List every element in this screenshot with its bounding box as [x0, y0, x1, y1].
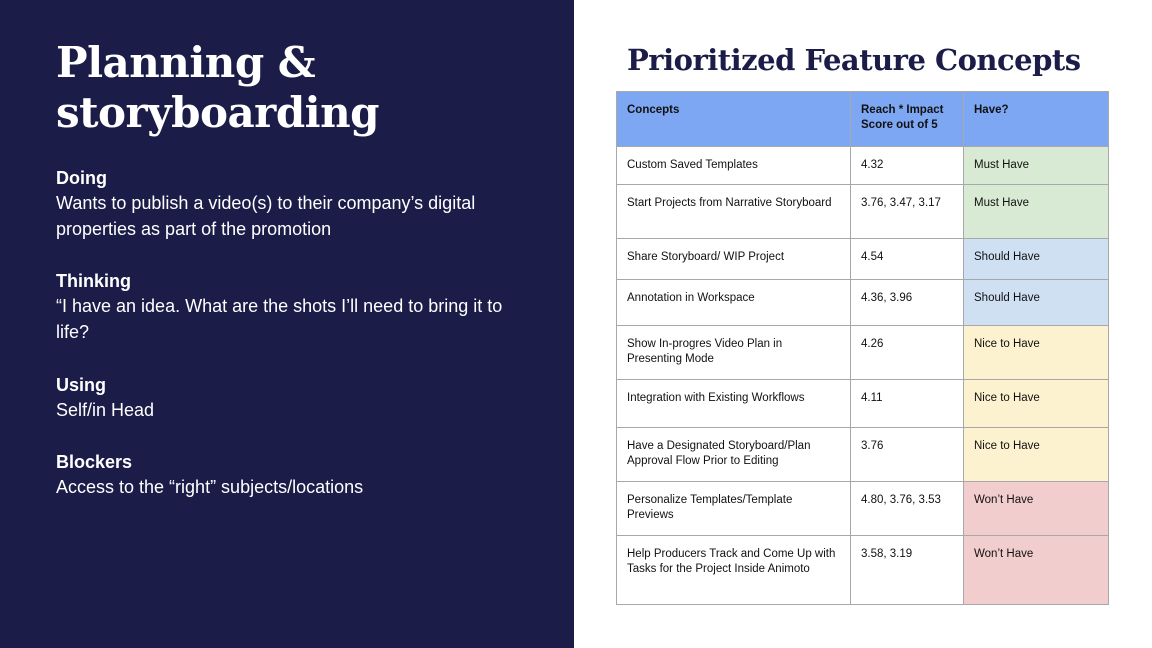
score-cell: 4.54	[851, 239, 964, 280]
concept-cell: Help Producers Track and Come Up with Tasks for the Project Inside Animoto	[617, 536, 851, 605]
table-row	[617, 536, 1109, 605]
section-thinking-text: “I have an idea. What are the shots I’ll need to bring it to life?	[56, 296, 503, 342]
priority-cell: Must Have	[964, 185, 1109, 239]
priority-cell: Should Have	[964, 280, 1109, 326]
section-doing	[56, 166, 536, 242]
concept-cell: Show In-progres Video Plan in Presenting Mode	[617, 326, 851, 380]
table-header-row	[617, 92, 1109, 147]
priority-cell: Nice to Have	[964, 326, 1109, 380]
concept-cell: Start Projects from Narrative Storyboard	[617, 185, 851, 239]
left-panel	[0, 0, 574, 648]
score-cell: 4.26	[851, 326, 964, 380]
concept-cell: Have a Designated Storyboard/Plan Approval Flow Prior to Editing	[617, 428, 851, 482]
section-using-text: Self/in Head	[56, 400, 155, 420]
table-row	[617, 326, 1109, 380]
score-cell: 3.76	[851, 428, 964, 482]
priority-cell: Won’t Have	[964, 482, 1109, 536]
slide-title-line-1: Planning &	[56, 38, 316, 87]
table-row	[617, 380, 1109, 428]
section-blockers-text: Access to the “right” subjects/locations	[56, 477, 364, 497]
slide-title	[56, 38, 379, 138]
table-row	[617, 147, 1109, 185]
table-title: Prioritized Feature Concepts	[627, 43, 1081, 77]
concept-cell: Custom Saved Templates	[617, 147, 851, 185]
priority-cell: Should Have	[964, 239, 1109, 280]
score-cell: 4.80, 3.76, 3.53	[851, 482, 964, 536]
priority-cell: Must Have	[964, 147, 1109, 185]
score-cell: 3.76, 3.47, 3.17	[851, 185, 964, 239]
table-row	[617, 428, 1109, 482]
priority-cell: Nice to Have	[964, 380, 1109, 428]
section-thinking-label: Thinking	[56, 271, 131, 291]
score-cell: 4.36, 3.96	[851, 280, 964, 326]
score-cell: 3.58, 3.19	[851, 536, 964, 605]
section-using-label: Using	[56, 375, 107, 395]
feature-concepts-table	[616, 91, 1109, 605]
score-cell: 4.32	[851, 147, 964, 185]
header-score: Reach * Impact Score out of 5	[851, 92, 964, 147]
section-blockers-label: Blockers	[56, 452, 133, 472]
concept-cell: Integration with Existing Workflows	[617, 380, 851, 428]
table-row	[617, 239, 1109, 280]
section-doing-text: Wants to publish a video(s) to their company’s digital properties as part of the promotion	[56, 193, 476, 239]
concept-cell: Personalize Templates/Template Previews	[617, 482, 851, 536]
priority-cell: Won’t Have	[964, 536, 1109, 605]
table-row	[617, 482, 1109, 536]
header-concepts: Concepts	[617, 92, 851, 147]
score-cell: 4.11	[851, 380, 964, 428]
header-have: Have?	[964, 92, 1109, 147]
section-blockers	[56, 450, 536, 500]
table-row	[617, 185, 1109, 239]
concept-cell: Share Storyboard/ WIP Project	[617, 239, 851, 280]
slide-title-line-2: storyboarding	[56, 88, 380, 137]
priority-cell: Nice to Have	[964, 428, 1109, 482]
section-thinking	[56, 269, 536, 345]
section-using	[56, 373, 536, 423]
table-row	[617, 280, 1109, 326]
concept-cell: Annotation in Workspace	[617, 280, 851, 326]
section-doing-label: Doing	[56, 168, 107, 188]
